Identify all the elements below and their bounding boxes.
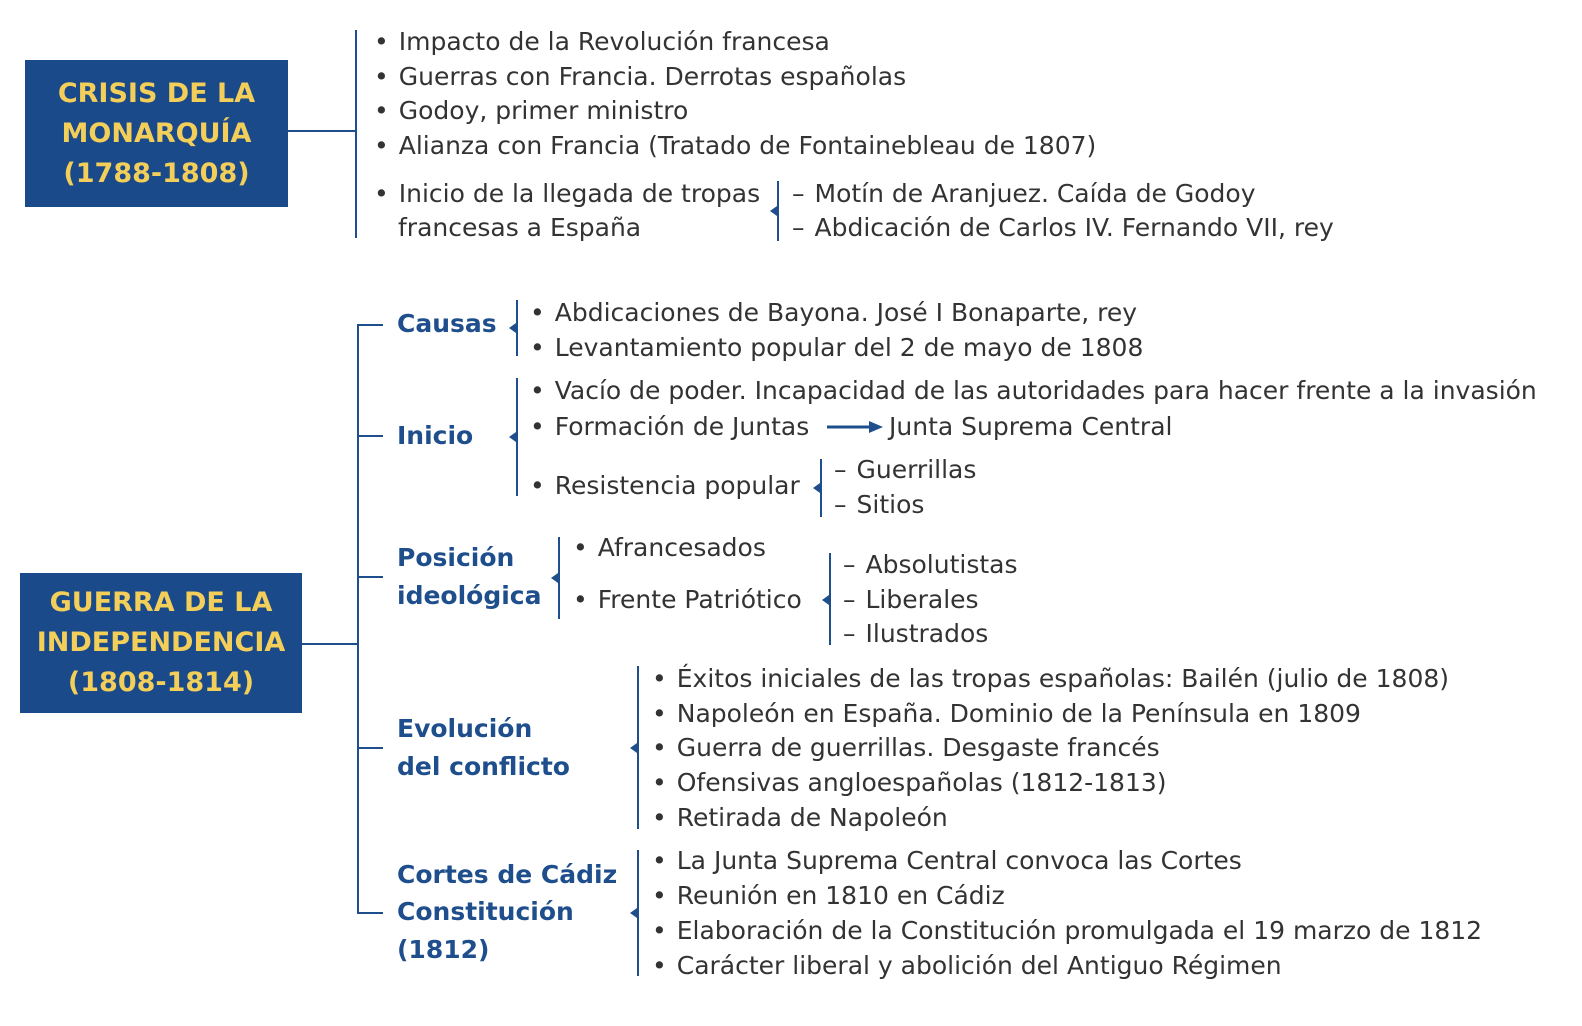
posicion-bracket-tip	[551, 573, 558, 583]
guerra-title-box	[20, 573, 302, 713]
evolucion-item: • Éxitos iniciales de las tropas españolas: Bailén (julio de 1808)	[652, 664, 1449, 694]
guerra-title-line: GUERRA DE LA	[49, 587, 273, 618]
inicio-bracket	[516, 378, 518, 496]
crisis-item: • Impacto de la Revolución francesa	[374, 27, 830, 57]
cortes-branch	[357, 912, 383, 914]
evolucion-heading-line: Evolución	[397, 714, 533, 743]
evolucion-heading-line: del conflicto	[397, 752, 570, 781]
crisis-item: • Alianza con Francia (Tratado de Fontainebleau de 1807)	[374, 131, 1096, 161]
resistencia-subitem: – Sitios	[834, 490, 924, 520]
cortes-bracket	[637, 850, 639, 976]
patriotico-subitem: – Ilustrados	[843, 619, 988, 649]
resistencia-subitem: – Guerrillas	[834, 455, 976, 485]
cortes-item: • Reunión en 1810 en Cádiz	[652, 881, 1005, 911]
causas-item: • Levantamiento popular del 2 de mayo de 1808	[530, 333, 1143, 363]
crisis-item: • Godoy, primer ministro	[374, 96, 688, 126]
posicion-branch	[357, 576, 383, 578]
crisis-connector	[288, 130, 356, 132]
crisis-title-line: (1788-1808)	[63, 157, 250, 189]
cortes-heading-line: Constitución	[397, 897, 574, 926]
posicion-item: • Frente Patriótico	[573, 585, 802, 615]
inicio-bracket-tip	[509, 432, 516, 442]
resistencia-label: • Resistencia popular	[530, 471, 800, 501]
evolucion-branch	[357, 747, 383, 749]
crisis-title-box	[25, 60, 288, 207]
posicion-heading-line: Posición	[397, 543, 515, 572]
tropas-bracket	[777, 181, 779, 241]
evolucion-bracket	[637, 666, 639, 829]
inicio-arrow-target: Junta Suprema Central	[889, 412, 1173, 441]
evolucion-item: • Ofensivas angloespañolas (1812-1813)	[652, 768, 1167, 798]
guerra-connector	[302, 643, 358, 645]
inicio-item: • Vacío de poder. Incapacidad de las autoridades para hacer frente a la invasión	[530, 376, 1537, 406]
causas-heading: Causas	[397, 309, 497, 338]
arrow-icon	[827, 420, 883, 434]
guerra-trunk	[357, 324, 359, 914]
causas-item: • Abdicaciones de Bayona. José I Bonaparte, rey	[530, 298, 1137, 328]
posicion-item: • Afrancesados	[573, 533, 766, 563]
causas-bracket-tip	[509, 323, 516, 333]
crisis-title-line: CRISIS DE LA	[57, 77, 256, 109]
evolucion-item: • Napoleón en España. Dominio de la Península en 1809	[652, 699, 1361, 729]
patriotico-bracket	[829, 553, 831, 645]
patriotico-subitem: – Liberales	[843, 585, 979, 615]
patriotico-subitem: – Absolutistas	[843, 550, 1018, 580]
tropas-subitem: – Abdicación de Carlos IV. Fernando VII, rey	[792, 213, 1334, 243]
tropas-bracket-tip	[770, 206, 777, 216]
cortes-heading-line: (1812)	[397, 935, 490, 964]
posicion-bracket	[558, 537, 560, 619]
causas-bracket	[516, 300, 518, 356]
cortes-heading-line: Cortes de Cádiz	[397, 860, 618, 889]
tropas-subitem: – Motín de Aranjuez. Caída de Godoy	[792, 179, 1256, 209]
crisis-title-line: MONARQUÍA	[61, 117, 252, 149]
guerra-title-line: INDEPENDENCIA	[36, 627, 286, 658]
causas-branch	[357, 324, 383, 326]
resistencia-bracket	[820, 459, 822, 517]
cortes-item: • La Junta Suprema Central convoca las Cortes	[652, 846, 1242, 876]
cortes-bracket-tip	[630, 908, 637, 918]
evolucion-bracket-tip	[630, 743, 637, 753]
crisis-tropas-line: • Inicio de la llegada de tropas	[374, 179, 760, 209]
posicion-heading-line: ideológica	[397, 581, 542, 610]
inicio-item: • Formación de Juntas	[530, 412, 809, 442]
crisis-bracket	[355, 30, 357, 238]
cortes-item: • Carácter liberal y abolición del Antiguo Régimen	[652, 951, 1282, 981]
resistencia-bracket-tip	[813, 483, 820, 493]
crisis-tropas-line: francesas a España	[398, 213, 642, 242]
evolucion-item: • Guerra de guerrillas. Desgaste francés	[652, 733, 1160, 763]
guerra-title-line: (1808-1814)	[67, 667, 255, 698]
inicio-heading: Inicio	[397, 421, 474, 450]
crisis-item: • Guerras con Francia. Derrotas españolas	[374, 62, 906, 92]
inicio-branch	[357, 435, 383, 437]
evolucion-item: • Retirada de Napoleón	[652, 803, 948, 833]
patriotico-bracket-tip	[822, 595, 829, 605]
cortes-item: • Elaboración de la Constitución promulgada el 19 marzo de 1812	[652, 916, 1482, 946]
